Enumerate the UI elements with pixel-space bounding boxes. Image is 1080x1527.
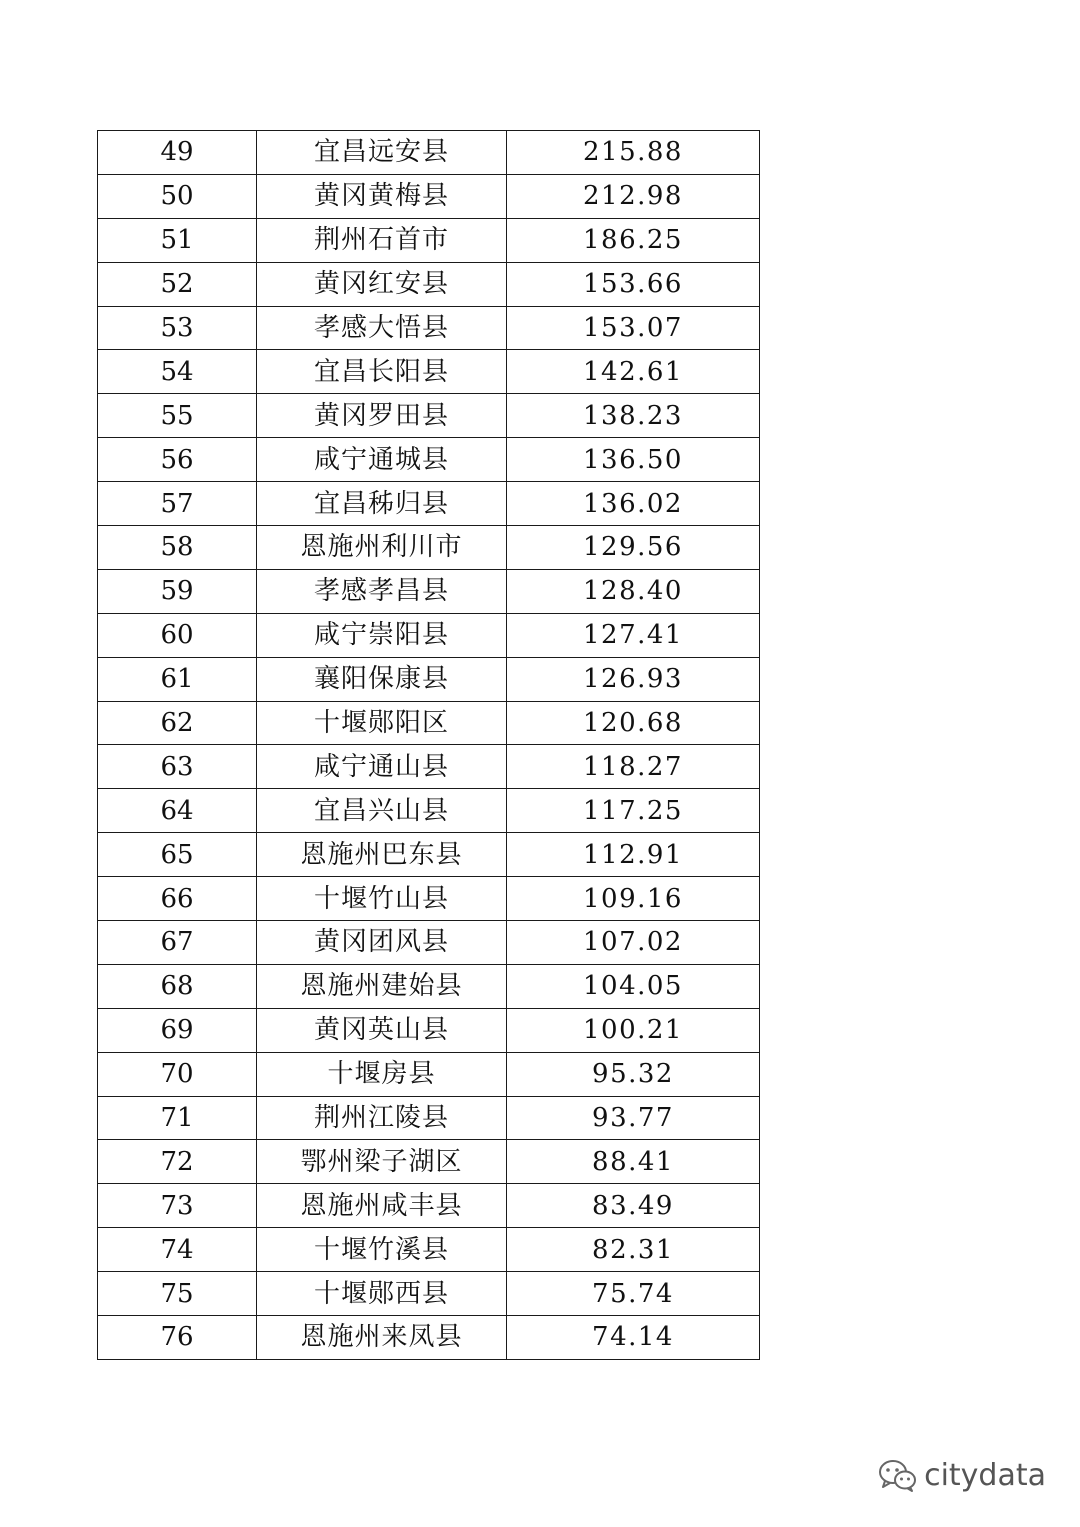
- value-cell: 112.91: [507, 833, 760, 877]
- rank-cell: 59: [98, 569, 257, 613]
- county-name-cell: 恩施州建始县: [257, 964, 507, 1008]
- county-name-cell: 恩施州巴东县: [257, 833, 507, 877]
- value-cell: 82.31: [507, 1228, 760, 1272]
- value-cell: 74.14: [507, 1316, 760, 1360]
- table-row: [98, 482, 760, 526]
- county-name-cell: 黄冈英山县: [257, 1008, 507, 1052]
- county-name-cell: 荆州江陵县: [257, 1096, 507, 1140]
- rank-cell: 74: [98, 1228, 257, 1272]
- rank-cell: 62: [98, 701, 257, 745]
- value-cell: 95.32: [507, 1052, 760, 1096]
- county-name-cell: 宜昌远安县: [257, 131, 507, 175]
- rank-cell: 56: [98, 438, 257, 482]
- rank-cell: 57: [98, 482, 257, 526]
- value-cell: 83.49: [507, 1184, 760, 1228]
- county-name-cell: 咸宁崇阳县: [257, 613, 507, 657]
- value-cell: 120.68: [507, 701, 760, 745]
- county-name-cell: 黄冈团风县: [257, 921, 507, 965]
- county-name-cell: 宜昌秭归县: [257, 482, 507, 526]
- county-name-cell: 恩施州咸丰县: [257, 1184, 507, 1228]
- table-row: [98, 1316, 760, 1360]
- county-name-cell: 咸宁通山县: [257, 745, 507, 789]
- county-name-cell: 黄冈罗田县: [257, 394, 507, 438]
- county-name-cell: 十堰郧西县: [257, 1272, 507, 1316]
- table-row: [98, 1272, 760, 1316]
- rank-cell: 63: [98, 745, 257, 789]
- table-row: [98, 262, 760, 306]
- value-cell: 212.98: [507, 174, 760, 218]
- table-row: [98, 350, 760, 394]
- rank-cell: 58: [98, 526, 257, 570]
- value-cell: 100.21: [507, 1008, 760, 1052]
- rank-cell: 71: [98, 1096, 257, 1140]
- rank-cell: 55: [98, 394, 257, 438]
- table-row: [98, 218, 760, 262]
- county-name-cell: 宜昌兴山县: [257, 789, 507, 833]
- value-cell: 127.41: [507, 613, 760, 657]
- rank-cell: 51: [98, 218, 257, 262]
- county-name-cell: 十堰竹溪县: [257, 1228, 507, 1272]
- table-row: [98, 1052, 760, 1096]
- county-name-cell: 襄阳保康县: [257, 657, 507, 701]
- value-cell: 186.25: [507, 218, 760, 262]
- county-name-cell: 恩施州来凤县: [257, 1316, 507, 1360]
- rank-cell: 66: [98, 877, 257, 921]
- rank-cell: 64: [98, 789, 257, 833]
- county-name-cell: 黄冈红安县: [257, 262, 507, 306]
- value-cell: 153.66: [507, 262, 760, 306]
- value-cell: 109.16: [507, 877, 760, 921]
- table-row: [98, 613, 760, 657]
- rank-cell: 69: [98, 1008, 257, 1052]
- table-row: [98, 1228, 760, 1272]
- rank-cell: 50: [98, 174, 257, 218]
- table-row: [98, 833, 760, 877]
- table-row: [98, 394, 760, 438]
- wechat-icon: [878, 1459, 918, 1493]
- table-row: [98, 1096, 760, 1140]
- rank-cell: 54: [98, 350, 257, 394]
- value-cell: 142.61: [507, 350, 760, 394]
- rank-cell: 52: [98, 262, 257, 306]
- value-cell: 153.07: [507, 306, 760, 350]
- value-cell: 129.56: [507, 526, 760, 570]
- rank-cell: 70: [98, 1052, 257, 1096]
- table-row: [98, 1184, 760, 1228]
- rank-cell: 61: [98, 657, 257, 701]
- table-row: [98, 701, 760, 745]
- county-name-cell: 荆州石首市: [257, 218, 507, 262]
- table-row: [98, 569, 760, 613]
- value-cell: 136.50: [507, 438, 760, 482]
- watermark-text: citydata: [924, 1458, 1046, 1493]
- county-name-cell: 恩施州利川市: [257, 526, 507, 570]
- county-name-cell: 鄂州梁子湖区: [257, 1140, 507, 1184]
- county-name-cell: 黄冈黄梅县: [257, 174, 507, 218]
- table-row: [98, 877, 760, 921]
- rank-cell: 75: [98, 1272, 257, 1316]
- rank-cell: 65: [98, 833, 257, 877]
- table-row: [98, 921, 760, 965]
- county-name-cell: 十堰郧阳区: [257, 701, 507, 745]
- table-row: [98, 131, 760, 175]
- county-name-cell: 十堰竹山县: [257, 877, 507, 921]
- value-cell: 215.88: [507, 131, 760, 175]
- table-row: [98, 438, 760, 482]
- value-cell: 128.40: [507, 569, 760, 613]
- value-cell: 126.93: [507, 657, 760, 701]
- rank-cell: 60: [98, 613, 257, 657]
- ranking-table: [97, 130, 760, 1360]
- rank-cell: 68: [98, 964, 257, 1008]
- table-row: [98, 1008, 760, 1052]
- rank-cell: 67: [98, 921, 257, 965]
- rank-cell: 49: [98, 131, 257, 175]
- table-row: [98, 306, 760, 350]
- rank-cell: 76: [98, 1316, 257, 1360]
- value-cell: 104.05: [507, 964, 760, 1008]
- table-row: [98, 789, 760, 833]
- value-cell: 75.74: [507, 1272, 760, 1316]
- value-cell: 138.23: [507, 394, 760, 438]
- county-name-cell: 咸宁通城县: [257, 438, 507, 482]
- rank-cell: 73: [98, 1184, 257, 1228]
- value-cell: 118.27: [507, 745, 760, 789]
- county-name-cell: 宜昌长阳县: [257, 350, 507, 394]
- table-row: [98, 964, 760, 1008]
- table-row: [98, 174, 760, 218]
- table-row: [98, 657, 760, 701]
- table-body: [98, 131, 760, 1360]
- county-name-cell: 十堰房县: [257, 1052, 507, 1096]
- value-cell: 136.02: [507, 482, 760, 526]
- table-row: [98, 526, 760, 570]
- rank-cell: 53: [98, 306, 257, 350]
- watermark: [878, 1458, 1046, 1493]
- value-cell: 117.25: [507, 789, 760, 833]
- table-row: [98, 745, 760, 789]
- table-row: [98, 1140, 760, 1184]
- county-name-cell: 孝感孝昌县: [257, 569, 507, 613]
- value-cell: 88.41: [507, 1140, 760, 1184]
- county-name-cell: 孝感大悟县: [257, 306, 507, 350]
- value-cell: 93.77: [507, 1096, 760, 1140]
- rank-cell: 72: [98, 1140, 257, 1184]
- value-cell: 107.02: [507, 921, 760, 965]
